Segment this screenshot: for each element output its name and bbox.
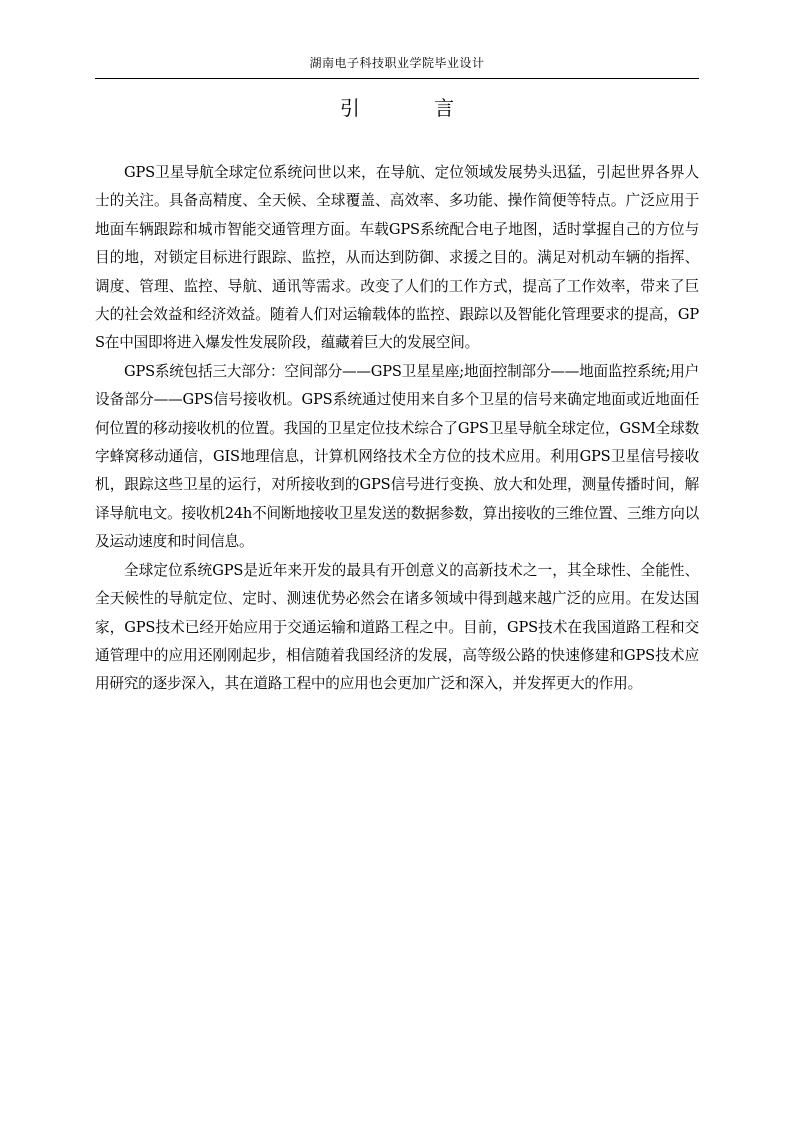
page-title: 引 言 <box>339 96 489 120</box>
paragraph-1: GPS卫星导航全球定位系统问世以来，在导航、定位领域发展势头迅猛，引起世界各界人士的关注。具备高精度、全天候、全球覆盖、高效率、多功能、操作简便等特点。广泛应用于地面车辆跟踪和城市智能交通管理方面。车载GPS系统配合电子地图，适时掌握自己的方位与目的地，对锁定目标进行跟踪、监控，从而达到防御、求援之目的。满足对机动车辆的指挥、调度、管理、监控、导航、通讯等需求。改变了人们的工作方式，提高了工作效率，带来了巨大的社会效益和经济效益。随着人们对运输载体的监控、跟踪以及智能化管理要求的提高，GPS在中国即将进入爆发性发展阶段，蕴藏着巨大的发展空间。 <box>95 164 699 352</box>
body-text <box>95 159 699 699</box>
paragraph-2: GPS系统包括三大部分：空间部分——GPS卫星星座;地面控制部分——地面监控系统;用户设备部分——GPS信号接收机。GPS系统通过使用来自多个卫星的信号来确定地面或近地面任何位置的移动接收机的位置。我国的卫星定位技术综合了GPS卫星导航全球定位，GSM全球数字蜂窝移动通信，GIS地理信息，计算机网络技术全方位的技术应用。利用GPS卫星信号接收机，跟踪这些卫星的运行，对所接收到的GPS信号进行变换、放大和处理，测量传播时间，解译导航电文。接收机24h不间断地接收卫星发送的数据参数，算出接收的三维位置、三维方向以及运动速度和时间信息。 <box>95 362 699 551</box>
paragraph-3: 全球定位系统GPS是近年来开发的最具有开创意义的高新技术之一，其全球性、全能性、全天候性的导航定位、定时、测速优势必然会在诸多领域中得到越来越广泛的应用。在发达国家，GPS技术已经开始应用于交通运输和道路工程之中。目前，GPS技术在我国道路工程和交通管理中的应用还刚刚起步，相信随着我国经济的发展，高等级公路的快速修建和GPS技术应用研究的逐步深入，其在道路工程中的应用也会更加广泛和深入，并发挥更大的作用。 <box>95 561 699 693</box>
header-institution-text: 湖南电子科技职业学院毕业设计 <box>309 56 485 70</box>
page-header <box>95 54 699 79</box>
